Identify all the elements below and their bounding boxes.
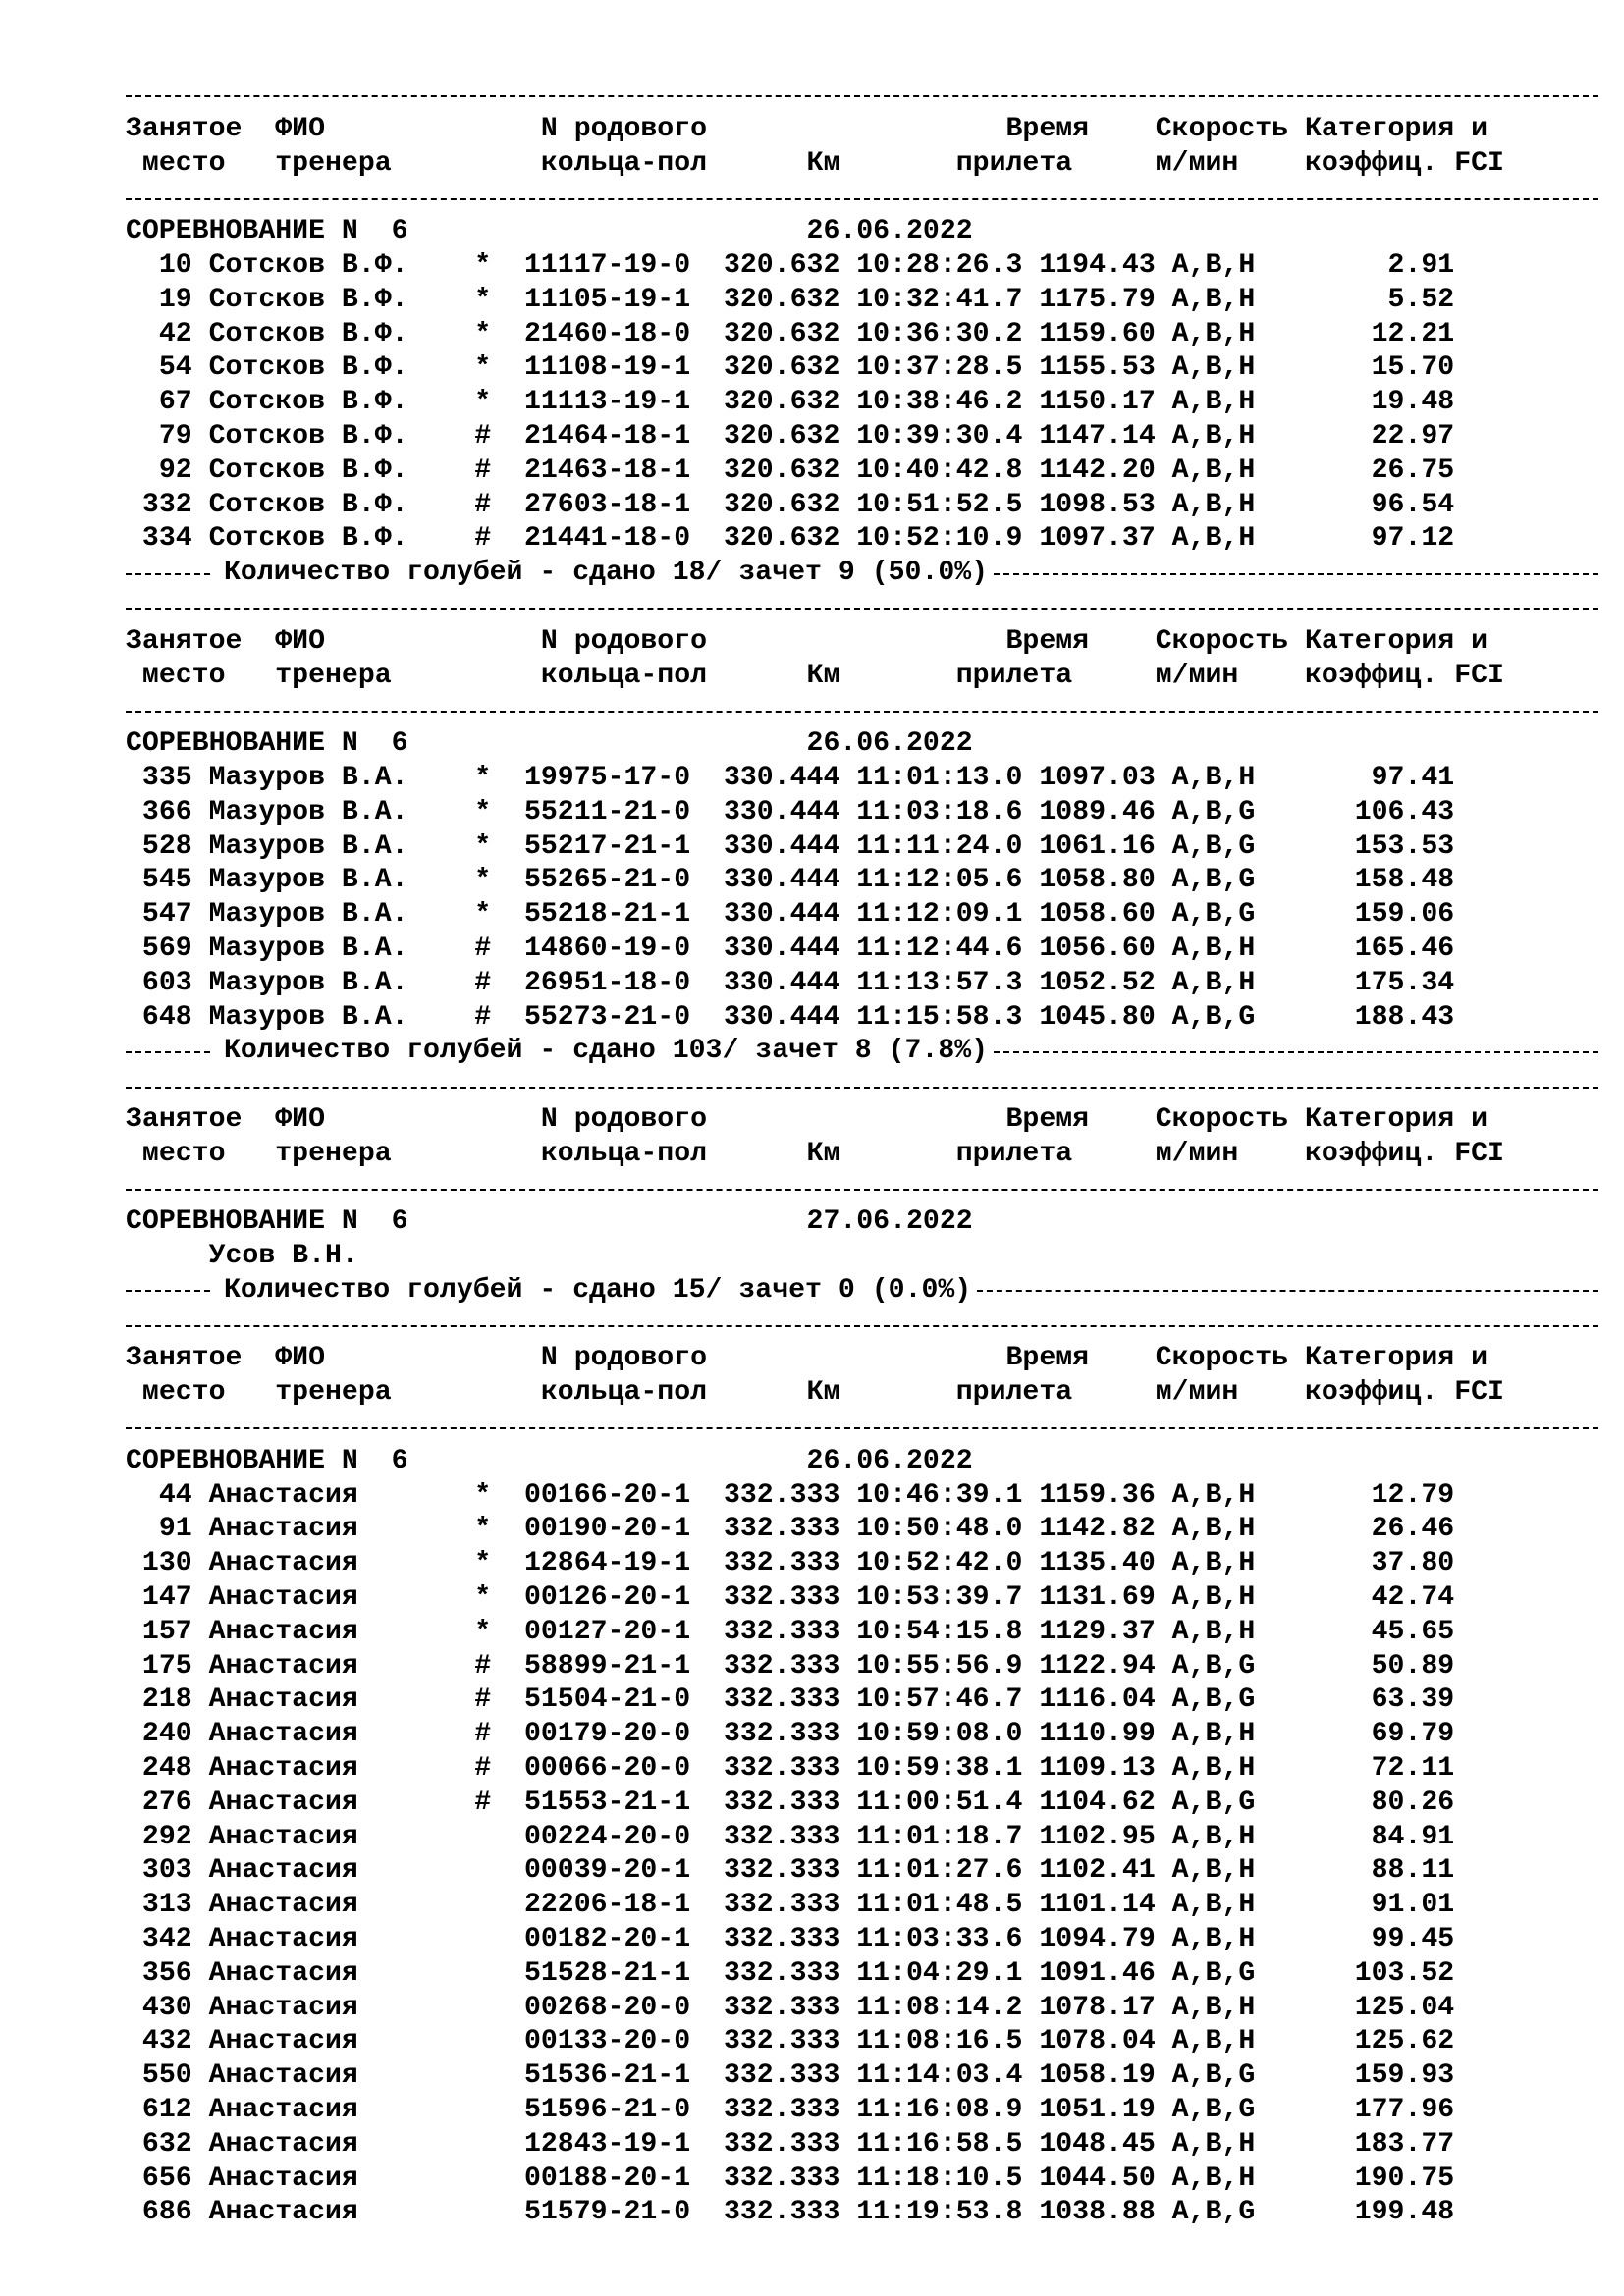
table-header-line-2: место тренера кольца-пол Км прилета м/мин коэффиц. FCI bbox=[126, 147, 1504, 179]
dash-fill bbox=[977, 1290, 1598, 1292]
result-row: 292 Анастасия 00224-20-0 332.333 11:01:18.7 1102.95 A,B,H 84.91 bbox=[126, 1821, 1455, 1852]
result-row: 218 Анастасия # 51504-21-0 332.333 10:57:46.7 1116.04 A,B,G 63.39 bbox=[126, 1684, 1455, 1716]
dashed-divider bbox=[126, 1411, 1598, 1445]
count-summary-text: Количество голубей - сдано 18/ зачет 9 (50.0%) bbox=[224, 558, 989, 589]
result-row: 332 Сотсков В.Ф. # 27603-18-1 320.632 10:51:52.5 1098.53 A,B,H 96.54 bbox=[126, 489, 1455, 520]
result-row: 632 Анастасия 12843-19-1 332.333 11:16:58.5 1048.45 A,B,H 183.77 bbox=[126, 2128, 1455, 2160]
dashed-divider bbox=[126, 693, 1598, 727]
table-header-line-1: Занятое ФИО N родового Время Скорость Категория и bbox=[126, 113, 1489, 144]
competition-line: СОРЕВНОВАНИЕ N 6 26.06.2022 bbox=[126, 1445, 973, 1476]
count-summary bbox=[126, 1035, 1598, 1069]
result-row: 545 Мазуров В.А. * 55265-21-0 330.444 11:12:05.6 1058.80 A,B,G 158.48 bbox=[126, 865, 1455, 896]
result-row: 44 Анастасия * 00166-20-1 332.333 10:46:39.1 1159.36 A,B,H 12.79 bbox=[126, 1479, 1455, 1511]
result-row: 335 Мазуров В.А. * 19975-17-0 330.444 11:01:13.0 1097.03 A,B,H 97.41 bbox=[126, 762, 1455, 793]
table-header-line-2: место тренера кольца-пол Км прилета м/мин коэффиц. FCI bbox=[126, 1377, 1504, 1409]
dash-fill bbox=[994, 1051, 1598, 1053]
dash-leader bbox=[126, 1290, 210, 1292]
result-row: 240 Анастасия # 00179-20-0 332.333 10:59:08.0 1110.99 A,B,H 69.79 bbox=[126, 1719, 1455, 1750]
competition-line: СОРЕВНОВАНИЕ N 6 27.06.2022 bbox=[126, 1206, 973, 1238]
table-header-line-2: место тренера кольца-пол Км прилета м/мин коэффиц. FCI bbox=[126, 660, 1504, 691]
result-row: 19 Сотсков В.Ф. * 11105-19-1 320.632 10:32:41.7 1175.79 A,B,H 5.52 bbox=[126, 284, 1455, 315]
owner-line: Усов В.Н. bbox=[126, 1241, 358, 1272]
dashed-divider bbox=[126, 1172, 1598, 1206]
result-row: 550 Анастасия 51536-21-1 332.333 11:14:03.4 1058.19 A,B,G 159.93 bbox=[126, 2060, 1455, 2092]
dashed-divider bbox=[126, 591, 1598, 625]
competition-line: СОРЕВНОВАНИЕ N 6 26.06.2022 bbox=[126, 728, 973, 760]
table-header-line-2: место тренера кольца-пол Км прилета м/мин коэффиц. FCI bbox=[126, 1138, 1504, 1169]
result-row: 303 Анастасия 00039-20-1 332.333 11:01:27.6 1102.41 A,B,H 88.11 bbox=[126, 1855, 1455, 1887]
result-row: 612 Анастасия 51596-21-0 332.333 11:16:08.9 1051.19 A,B,G 177.96 bbox=[126, 2095, 1455, 2126]
dashed-divider bbox=[126, 79, 1598, 113]
dash-fill bbox=[994, 573, 1598, 575]
result-row: 67 Сотсков В.Ф. * 11113-19-1 320.632 10:38:46.2 1150.17 A,B,H 19.48 bbox=[126, 387, 1455, 418]
result-row: 175 Анастасия # 58899-21-1 332.333 10:55:56.9 1122.94 A,B,G 50.89 bbox=[126, 1650, 1455, 1682]
table-header-line-1: Занятое ФИО N родового Время Скорость Категория и bbox=[126, 1103, 1489, 1135]
count-summary-text: Количество голубей - сдано 15/ зачет 0 (0.0%) bbox=[224, 1274, 972, 1306]
table-header-line-1: Занятое ФИО N родового Время Скорость Категория и bbox=[126, 625, 1489, 657]
result-row: 313 Анастасия 22206-18-1 332.333 11:01:48.5 1101.14 A,B,H 91.01 bbox=[126, 1890, 1455, 1921]
dash-leader bbox=[126, 1051, 210, 1053]
count-summary bbox=[126, 1274, 1598, 1308]
results-report bbox=[126, 79, 1598, 2230]
result-row: 686 Анастасия 51579-21-0 332.333 11:19:53.8 1038.88 A,B,G 199.48 bbox=[126, 2197, 1455, 2228]
result-row: 334 Сотсков В.Ф. # 21441-18-0 320.632 10:52:10.9 1097.37 A,B,H 97.12 bbox=[126, 523, 1455, 555]
result-row: 147 Анастасия * 00126-20-1 332.333 10:53:39.7 1131.69 A,B,H 42.74 bbox=[126, 1582, 1455, 1614]
count-summary bbox=[126, 557, 1598, 591]
result-row: 432 Анастасия 00133-20-0 332.333 11:08:16.5 1078.04 A,B,H 125.62 bbox=[126, 2026, 1455, 2057]
result-row: 10 Сотсков В.Ф. * 11117-19-0 320.632 10:28:26.3 1194.43 A,B,H 2.91 bbox=[126, 249, 1455, 281]
result-row: 54 Сотсков В.Ф. * 11108-19-1 320.632 10:37:28.5 1155.53 A,B,H 15.70 bbox=[126, 352, 1455, 384]
result-row: 547 Мазуров В.А. * 55218-21-1 330.444 11:12:09.1 1058.60 A,B,G 159.06 bbox=[126, 899, 1455, 931]
result-row: 342 Анастасия 00182-20-1 332.333 11:03:33.6 1094.79 A,B,H 99.45 bbox=[126, 1924, 1455, 1955]
count-summary-text: Количество голубей - сдано 103/ зачет 8 (7.8%) bbox=[224, 1036, 989, 1067]
table-header-line-1: Занятое ФИО N родового Время Скорость Категория и bbox=[126, 1343, 1489, 1374]
result-row: 42 Сотсков В.Ф. * 21460-18-0 320.632 10:36:30.2 1159.60 A,B,H 12.21 bbox=[126, 318, 1455, 349]
result-row: 248 Анастасия # 00066-20-0 332.333 10:59:38.1 1109.13 A,B,H 72.11 bbox=[126, 1753, 1455, 1785]
result-row: 569 Мазуров В.А. # 14860-19-0 330.444 11:12:44.6 1056.60 A,B,H 165.46 bbox=[126, 933, 1455, 964]
result-row: 366 Мазуров В.А. * 55211-21-0 330.444 11:03:18.6 1089.46 A,B,G 106.43 bbox=[126, 796, 1455, 828]
dashed-divider bbox=[126, 1308, 1598, 1343]
result-row: 276 Анастасия # 51553-21-1 332.333 11:00:51.4 1104.62 A,B,G 80.26 bbox=[126, 1787, 1455, 1818]
result-row: 356 Анастасия 51528-21-1 332.333 11:04:29.1 1091.46 A,B,G 103.52 bbox=[126, 1957, 1455, 1989]
result-row: 430 Анастасия 00268-20-0 332.333 11:08:14.2 1078.17 A,B,H 125.04 bbox=[126, 1992, 1455, 2023]
result-row: 528 Мазуров В.А. * 55217-21-1 330.444 11:11:24.0 1061.16 A,B,G 153.53 bbox=[126, 830, 1455, 862]
result-row: 656 Анастасия 00188-20-1 332.333 11:18:10.5 1044.50 A,B,H 190.75 bbox=[126, 2163, 1455, 2194]
competition-line: СОРЕВНОВАНИЕ N 6 26.06.2022 bbox=[126, 216, 973, 247]
result-row: 648 Мазуров В.А. # 55273-21-0 330.444 11:15:58.3 1045.80 A,B,G 188.43 bbox=[126, 1001, 1455, 1033]
result-row: 92 Сотсков В.Ф. # 21463-18-1 320.632 10:40:42.8 1142.20 A,B,H 26.75 bbox=[126, 454, 1455, 486]
result-row: 603 Мазуров В.А. # 26951-18-0 330.444 11:13:57.3 1052.52 A,B,H 175.34 bbox=[126, 967, 1455, 998]
dash-leader bbox=[126, 573, 210, 575]
result-row: 79 Сотсков В.Ф. # 21464-18-1 320.632 10:39:30.4 1147.14 A,B,H 22.97 bbox=[126, 420, 1455, 452]
result-row: 130 Анастасия * 12864-19-1 332.333 10:52:42.0 1135.40 A,B,H 37.80 bbox=[126, 1548, 1455, 1579]
result-row: 157 Анастасия * 00127-20-1 332.333 10:54:15.8 1129.37 A,B,H 45.65 bbox=[126, 1616, 1455, 1647]
dashed-divider bbox=[126, 1069, 1598, 1103]
dashed-divider bbox=[126, 181, 1598, 215]
result-row: 91 Анастасия * 00190-20-1 332.333 10:50:48.0 1142.82 A,B,H 26.46 bbox=[126, 1514, 1455, 1545]
